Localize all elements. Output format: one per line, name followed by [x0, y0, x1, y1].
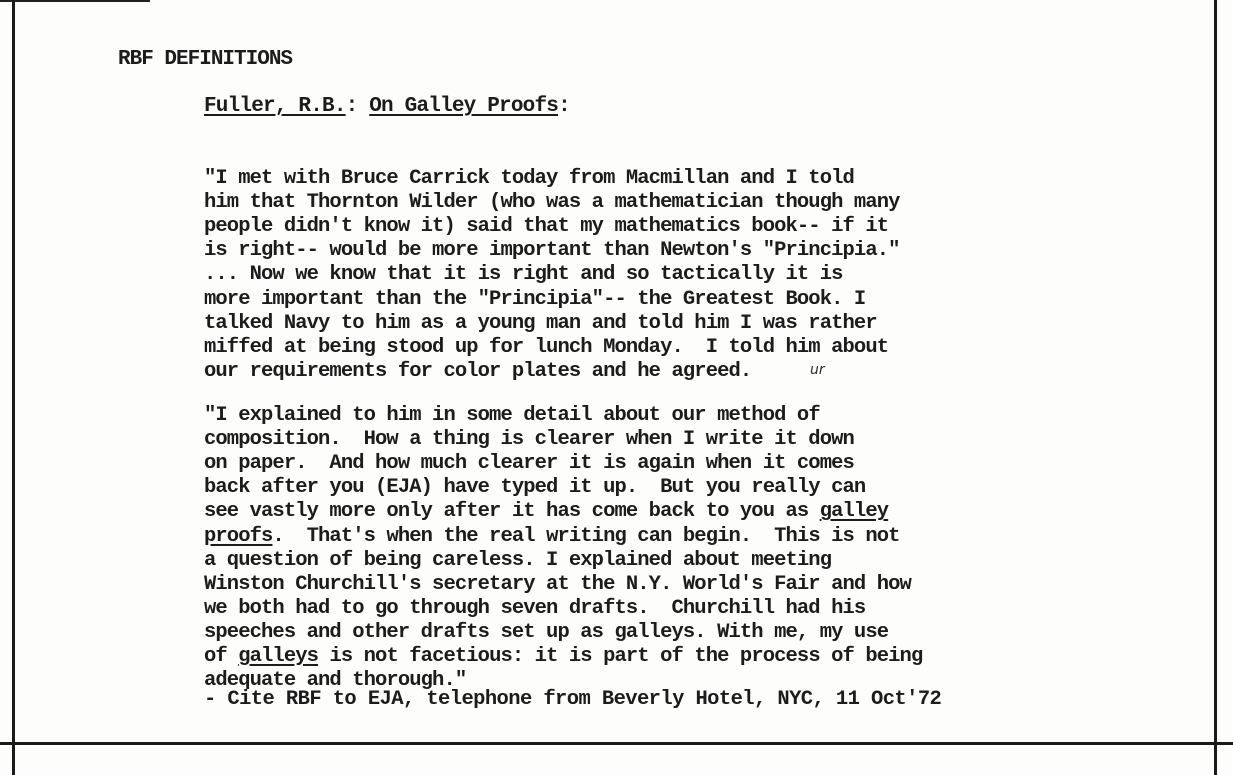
left-border	[12, 0, 15, 775]
paragraph-line: talked Navy to him as a young man and told him I was rather	[204, 311, 877, 335]
paragraph-line: our requirements for color plates and he agreed.	[204, 359, 752, 383]
citation: - Cite RBF to EJA, telephone from Beverly Hotel, NYC, 11 Oct'72	[204, 688, 942, 711]
handwritten-annotation: ur	[810, 362, 825, 378]
page-heading: RBF DEFINITIONS	[118, 48, 293, 71]
paragraph-line: we both had to go through seven drafts. Churchill had his	[204, 596, 866, 620]
line-text: see vastly more only after it has come back to you as	[204, 500, 820, 524]
paragraph-line: miffed at being stood up for lunch Monday. I told him about	[204, 335, 889, 359]
subhead-separator: :	[345, 95, 370, 118]
paragraph-line: "I met with Bruce Carrick today from Macmillan and I told	[204, 167, 854, 191]
paragraph-line: Winston Churchill's secretary at the N.Y. World's Fair and how	[204, 572, 911, 596]
line-text: is not facetious: it is part of the process of being	[318, 645, 923, 669]
paragraph-line: adequate and thorough."	[204, 669, 467, 693]
paragraph-line	[204, 645, 922, 669]
topic-title: On Galley Proofs	[369, 95, 559, 118]
corrected-word: our	[671, 404, 706, 428]
paragraph-line: is right-- would be more important than Newton's "Principia."	[204, 239, 900, 263]
right-border	[1214, 0, 1217, 775]
paragraph-line: on paper. And how much clearer it is again when it comes	[204, 452, 854, 476]
paragraph-line	[204, 404, 922, 428]
subhead-end: :	[558, 95, 570, 118]
quote-paragraph-2	[204, 380, 922, 693]
subheading	[204, 95, 570, 118]
line-text: of	[204, 645, 239, 669]
paragraph-line: speeches and other drafts set up as galleys. With me, my use	[204, 620, 889, 644]
underlined-word: proofs	[204, 524, 273, 548]
bottom-border	[0, 742, 1233, 745]
paragraph-line: people didn't know it) said that my mathematics book-- if it	[204, 215, 889, 239]
paragraph-line: more important than the "Principia"-- the Greatest Book. I	[204, 287, 866, 311]
author-name: Fuller, R.B.	[204, 95, 346, 118]
underlined-word: galleys	[238, 645, 319, 669]
quote-paragraph-1	[204, 143, 900, 384]
paragraph-line	[204, 525, 922, 549]
paragraph-line: composition. How a thing is clearer when I write it down	[204, 428, 854, 452]
paragraph-line: ... Now we know that it is right and so tactically it is	[204, 263, 843, 287]
corner-rule	[1217, 742, 1233, 745]
paragraph-line: him that Thornton Wilder (who was a mathematician though many	[204, 191, 900, 215]
line-text: method of	[705, 404, 820, 428]
top-rule	[0, 0, 150, 2]
paragraph-line: a question of being careless. I explained about meeting	[204, 548, 832, 572]
line-text: "I explained to him in some detail about	[204, 404, 672, 428]
paragraph-line: back after you (EJA) have typed it up. But you really can	[204, 476, 866, 500]
paragraph-line	[204, 500, 922, 524]
line-text: . That's when the real writing can begin. This is not	[272, 524, 900, 548]
underlined-word: galley	[819, 500, 889, 524]
